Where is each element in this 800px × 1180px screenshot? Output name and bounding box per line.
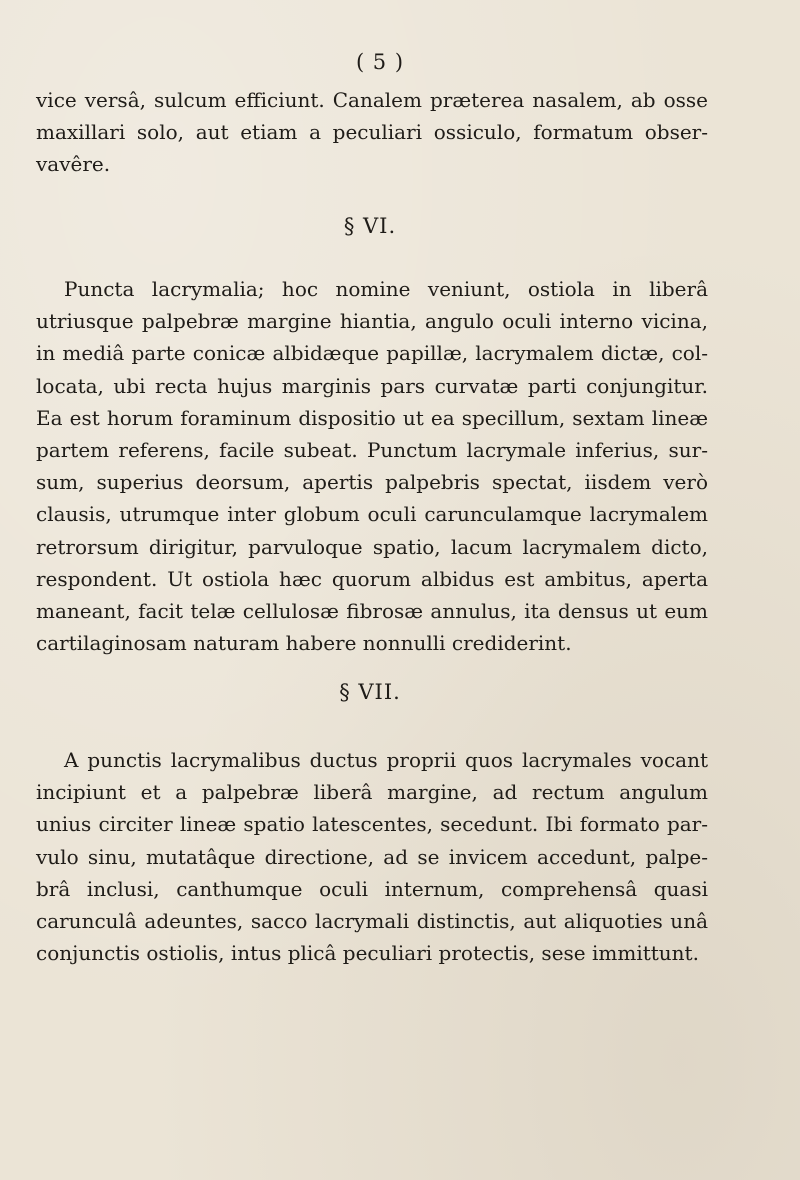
text-line: carunculâ adeuntes, sacco lacrymali distinctis, aut aliquoties unâ	[36, 909, 708, 934]
paragraph-intro	[36, 84, 708, 181]
text-line: incipiunt et a palpebræ liberâ margine, ad rectum angulum	[36, 780, 708, 805]
text-line: clausis, utrumque inter globum oculi carunculamque lacrymalem	[36, 502, 708, 527]
text-line: in mediâ parte conicæ albidæque papillæ, lacrymalem dictæ, col-	[36, 341, 708, 366]
text-line: locata, ubi recta hujus marginis pars curvatæ parti conjungitur.	[36, 373, 708, 398]
text-line: unius circiter lineæ spatio latescentes, secedunt. Ibi formato par-	[36, 812, 708, 837]
text-line: respondent. Ut ostiola hæc quorum albidus est ambitus, aperta	[36, 566, 708, 591]
page-number: ( 5 )	[355, 50, 405, 74]
text-line: Puncta lacrymalia; hoc nomine veniunt, ostiola in liberâ	[64, 277, 708, 301]
text-line: sum, superius deorsum, apertis palpebris spectat, iisdem verò	[36, 470, 708, 495]
text-line: retrorsum dirigitur, parvuloque spatio, lacum lacrymalem dicto,	[36, 534, 708, 559]
text-line: cartilaginosam naturam habere nonnulli crediderint.	[36, 631, 572, 656]
text-line: Ea est horum foraminum dispositio ut ea specillum, sextam lineæ	[36, 405, 708, 430]
text-line: partem referens, facile subeat. Punctum lacrymale inferius, sur-	[36, 438, 708, 463]
text-line: vavêre.	[36, 152, 111, 177]
text-line: maxillari solo, aut etiam a peculiari ossiculo, formatum obser-	[36, 120, 708, 145]
text-line: utriusque palpebræ margine hiantia, angulo oculi interno vicina,	[36, 309, 708, 334]
text-line: brâ inclusi, canthumque oculi internum, comprehensâ quasi	[36, 876, 708, 901]
text-line: A punctis lacrymalibus ductus proprii quos lacrymales vocant	[64, 748, 708, 772]
text-line: maneant, facit telæ cellulosæ fibrosæ annulus, ita densus ut eum	[36, 599, 708, 624]
section-heading-vii: § VII.	[339, 680, 401, 704]
paragraph-section-vi	[36, 273, 708, 659]
text-line: vulo sinu, mutatâque directione, ad se invicem accedunt, palpe-	[36, 844, 708, 869]
section-heading-vi: § VI.	[343, 214, 397, 238]
paragraph-section-vii	[36, 744, 708, 969]
text-line: vice versâ, sulcum efficiunt. Canalem præterea nasalem, ab osse	[36, 88, 708, 112]
text-line: conjunctis ostiolis, intus plicâ peculiari protectis, sese immittunt.	[36, 941, 699, 966]
